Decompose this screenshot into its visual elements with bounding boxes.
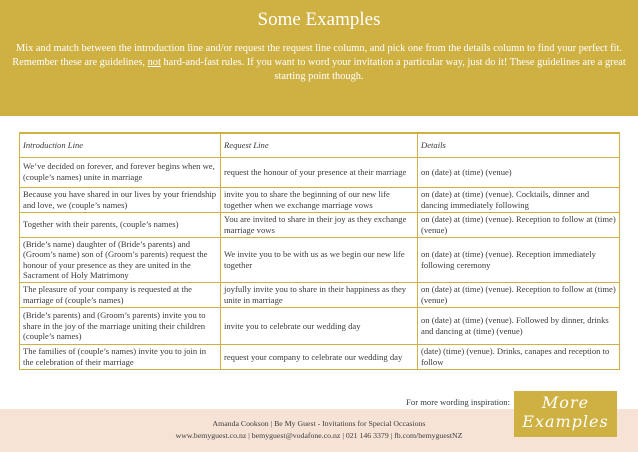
examples-table — [19, 132, 620, 370]
table-row — [20, 344, 620, 369]
table-row — [20, 307, 620, 344]
table-row — [20, 212, 620, 237]
intro-cell: We’ve decided on forever, and forever begins when we, (couple’s names) unite in marriage — [20, 157, 221, 187]
details-cell: on (date) at (time) (venue). Reception immediately following ceremony — [418, 237, 620, 282]
details-cell: on (date) at (time) (venue). Reception to follow at (time) (venue) — [418, 212, 620, 237]
column-header-request: Request Line — [221, 133, 418, 157]
more-wording-label: For more wording inspiration: — [406, 397, 510, 407]
examples-table-container — [19, 132, 619, 370]
footer-business-line: Amanda Cookson | Be My Guest - Invitations for Special Occasions — [212, 419, 426, 428]
column-header-details: Details — [418, 133, 620, 157]
intro-cell: The families of (couple’s names) invite you to join in the celebration of their marriage — [20, 344, 221, 369]
more-examples-badge[interactable] — [514, 391, 617, 437]
intro-cell: Together with their parents, (couple’s names) — [20, 212, 221, 237]
table-row — [20, 157, 620, 187]
footer-contact-line: www.bemyguest.co.nz | bemyguest@vodafone.co.nz | 021 146 3379 | fb.com/bemyguestNZ — [175, 431, 463, 440]
details-cell: on (date) at (time) (venue) — [418, 157, 620, 187]
intro-text-part1: Mix and match between the introduction line and/or request the request line column, and pick one from the details column to find your perfect fit. Remember these are guidelines, — [12, 43, 622, 68]
header-banner — [0, 0, 638, 116]
details-cell: on (date) at (time) (venue). Cocktails, dinner and dancing immediately following — [418, 187, 620, 212]
details-cell: on (date) at (time) (venue). Followed by dinner, drinks and dancing at (time) (venue) — [418, 307, 620, 344]
badge-line-2: Examples — [522, 412, 609, 431]
intro-cell: Because you have shared in our lives by your friendship and love, we (couple’s names) — [20, 187, 221, 212]
details-cell: (date) (time) (venue). Drinks, canapes and reception to follow — [418, 344, 620, 369]
intro-paragraph — [10, 42, 628, 84]
request-cell: request your company to celebrate our wedding day — [221, 344, 418, 369]
request-cell: joyfully invite you to share in their happiness as they unite in marriage — [221, 282, 418, 307]
request-cell: request the honour of your presence at their marriage — [221, 157, 418, 187]
request-cell: invite you to share the beginning of our new life together when we exchange marriage vows — [221, 187, 418, 212]
intro-cell: The pleasure of your company is requested at the marriage of (couple’s names) — [20, 282, 221, 307]
badge-line-1: More — [541, 393, 590, 412]
page-title: Some Examples — [257, 9, 381, 30]
request-cell: You are invited to share in their joy as they exchange marriage vows — [221, 212, 418, 237]
intro-emphasis: not — [147, 57, 161, 68]
intro-cell: (Bride’s parents) and (Groom’s parents) invite you to share in the joy of the marriage uniting their children (couple’s names) — [20, 307, 221, 344]
intro-text-part2: hard-and-fast rules. If you want to word your invitation a particular way, just do it! These guidelines are a great starting point though. — [160, 57, 626, 82]
table-row — [20, 282, 620, 307]
request-cell: We invite you to be with us as we begin our new life together — [221, 237, 418, 282]
request-cell: invite you to celebrate our wedding day — [221, 307, 418, 344]
intro-cell: (Bride’s name) daughter of (Bride’s parents) and (Groom’s name) son of (Groom’s parents) request the honour of your presence as they are united in the Sacrament of Holy Matrimony — [20, 237, 221, 282]
table-row — [20, 187, 620, 212]
details-cell: on (date) at (time) (venue). Reception to follow at (time) (venue) — [418, 282, 620, 307]
table-header-row — [20, 133, 620, 157]
column-header-introduction: Introduction Line — [20, 133, 221, 157]
table-row — [20, 237, 620, 282]
